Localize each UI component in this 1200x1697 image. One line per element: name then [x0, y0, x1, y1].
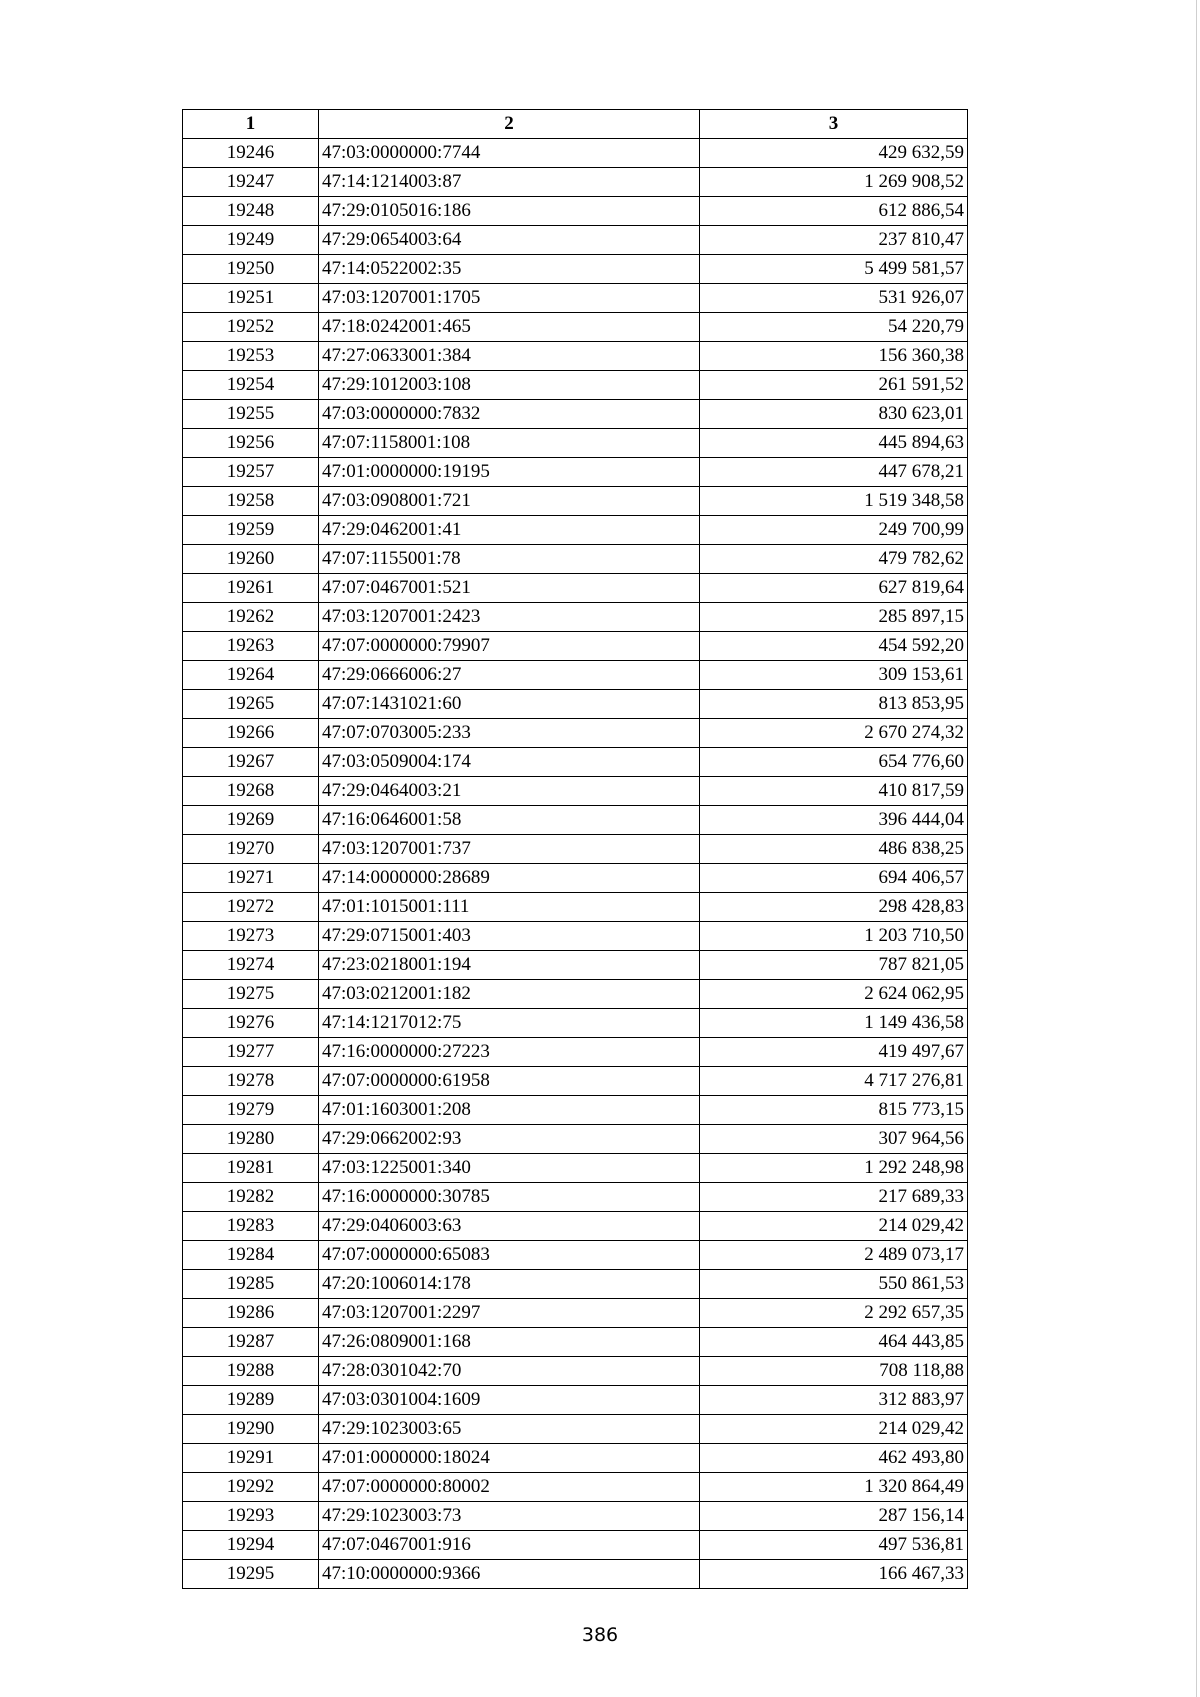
row-number-cell: 19290 [183, 1415, 319, 1444]
row-number-cell: 19291 [183, 1444, 319, 1473]
cadastral-number-cell: 47:03:0509004:174 [319, 748, 700, 777]
table-row [183, 1009, 968, 1038]
row-number-cell: 19275 [183, 980, 319, 1009]
table-row [183, 1038, 968, 1067]
row-number-cell: 19280 [183, 1125, 319, 1154]
cadastral-number-cell: 47:29:0464003:21 [319, 777, 700, 806]
cadastral-number-cell: 47:01:1603001:208 [319, 1096, 700, 1125]
cadastral-value-cell: 429 632,59 [700, 139, 968, 168]
table-row [183, 371, 968, 400]
cadastral-number-cell: 47:26:0809001:168 [319, 1328, 700, 1357]
table-row [183, 429, 968, 458]
cadastral-number-cell: 47:29:1012003:108 [319, 371, 700, 400]
table-row [183, 1270, 968, 1299]
cadastral-number-cell: 47:23:0218001:194 [319, 951, 700, 980]
table-row [183, 1444, 968, 1473]
cadastral-number-cell: 47:03:0301004:1609 [319, 1386, 700, 1415]
cadastral-value-cell: 479 782,62 [700, 545, 968, 574]
cadastral-value-cell: 654 776,60 [700, 748, 968, 777]
cadastral-number-cell: 47:07:0000000:79907 [319, 632, 700, 661]
cadastral-value-cell: 309 153,61 [700, 661, 968, 690]
cadastral-number-cell: 47:10:0000000:9366 [319, 1560, 700, 1589]
row-number-cell: 19263 [183, 632, 319, 661]
row-number-cell: 19273 [183, 922, 319, 951]
table-row [183, 1241, 968, 1270]
cadastral-value-cell: 454 592,20 [700, 632, 968, 661]
cadastral-value-cell: 694 406,57 [700, 864, 968, 893]
table-row [183, 1328, 968, 1357]
cadastral-number-cell: 47:14:1214003:87 [319, 168, 700, 197]
row-number-cell: 19284 [183, 1241, 319, 1270]
table-row [183, 168, 968, 197]
table-row [183, 835, 968, 864]
row-number-cell: 19246 [183, 139, 319, 168]
cadastral-value-cell: 156 360,38 [700, 342, 968, 371]
cadastral-number-cell: 47:07:0000000:61958 [319, 1067, 700, 1096]
row-number-cell: 19294 [183, 1531, 319, 1560]
cadastral-value-cell: 1 320 864,49 [700, 1473, 968, 1502]
row-number-cell: 19260 [183, 545, 319, 574]
table-header [183, 110, 968, 139]
cadastral-value-cell: 2 670 274,32 [700, 719, 968, 748]
cadastral-number-cell: 47:07:1431021:60 [319, 690, 700, 719]
table-row [183, 226, 968, 255]
row-number-cell: 19255 [183, 400, 319, 429]
row-number-cell: 19262 [183, 603, 319, 632]
table-row [183, 719, 968, 748]
row-number-cell: 19270 [183, 835, 319, 864]
cadastral-number-cell: 47:29:0406003:63 [319, 1212, 700, 1241]
row-number-cell: 19289 [183, 1386, 319, 1415]
cadastral-value-cell: 166 467,33 [700, 1560, 968, 1589]
row-number-cell: 19271 [183, 864, 319, 893]
table-row [183, 139, 968, 168]
cadastral-number-cell: 47:16:0646001:58 [319, 806, 700, 835]
cadastral-value-cell: 1 519 348,58 [700, 487, 968, 516]
row-number-cell: 19282 [183, 1183, 319, 1212]
table-row [183, 980, 968, 1009]
cadastral-value-cell: 787 821,05 [700, 951, 968, 980]
cadastral-number-cell: 47:03:1225001:340 [319, 1154, 700, 1183]
table-row [183, 1096, 968, 1125]
cadastral-number-cell: 47:29:0662002:93 [319, 1125, 700, 1154]
row-number-cell: 19286 [183, 1299, 319, 1328]
cadastral-number-cell: 47:03:1207001:2297 [319, 1299, 700, 1328]
cadastral-number-cell: 47:14:1217012:75 [319, 1009, 700, 1038]
table-row [183, 284, 968, 313]
row-number-cell: 19283 [183, 1212, 319, 1241]
row-number-cell: 19258 [183, 487, 319, 516]
cadastral-number-cell: 47:03:1207001:737 [319, 835, 700, 864]
cadastral-number-cell: 47:16:0000000:30785 [319, 1183, 700, 1212]
cadastral-value-cell: 237 810,47 [700, 226, 968, 255]
cadastral-value-cell: 214 029,42 [700, 1212, 968, 1241]
cadastral-number-cell: 47:01:0000000:18024 [319, 1444, 700, 1473]
table-row [183, 690, 968, 719]
cadastral-value-cell: 5 499 581,57 [700, 255, 968, 284]
table-row [183, 255, 968, 284]
table-row [183, 574, 968, 603]
cadastral-number-cell: 47:18:0242001:465 [319, 313, 700, 342]
table-row [183, 1299, 968, 1328]
cadastral-value-cell: 54 220,79 [700, 313, 968, 342]
row-number-cell: 19250 [183, 255, 319, 284]
table-row [183, 1473, 968, 1502]
cadastral-value-cell: 486 838,25 [700, 835, 968, 864]
cadastral-number-cell: 47:03:0000000:7744 [319, 139, 700, 168]
row-number-cell: 19254 [183, 371, 319, 400]
table-row [183, 922, 968, 951]
row-number-cell: 19267 [183, 748, 319, 777]
row-number-cell: 19293 [183, 1502, 319, 1531]
cadastral-number-cell: 47:27:0633001:384 [319, 342, 700, 371]
cadastral-number-cell: 47:29:0105016:186 [319, 197, 700, 226]
cadastral-number-cell: 47:29:0462001:41 [319, 516, 700, 545]
table-row [183, 1125, 968, 1154]
table-row [183, 197, 968, 226]
cadastral-value-cell: 217 689,33 [700, 1183, 968, 1212]
table-row [183, 313, 968, 342]
row-number-cell: 19251 [183, 284, 319, 313]
cadastral-number-cell: 47:01:1015001:111 [319, 893, 700, 922]
cadastral-number-cell: 47:29:0715001:403 [319, 922, 700, 951]
table-row [183, 1183, 968, 1212]
row-number-cell: 19276 [183, 1009, 319, 1038]
cadastral-number-cell: 47:29:1023003:73 [319, 1502, 700, 1531]
table-row [183, 777, 968, 806]
table-row [183, 1386, 968, 1415]
page-edge-line [1196, 0, 1197, 1697]
table-row [183, 806, 968, 835]
row-number-cell: 19266 [183, 719, 319, 748]
cadastral-value-cell: 1 269 908,52 [700, 168, 968, 197]
cadastral-number-cell: 47:03:1207001:2423 [319, 603, 700, 632]
cadastral-value-cell: 830 623,01 [700, 400, 968, 429]
table-row [183, 516, 968, 545]
table-row [183, 1531, 968, 1560]
table-body [183, 139, 968, 1589]
row-number-cell: 19277 [183, 1038, 319, 1067]
table-row [183, 864, 968, 893]
cadastral-value-table [182, 109, 968, 1589]
cadastral-value-cell: 627 819,64 [700, 574, 968, 603]
page-number: 386 [581, 1624, 619, 1646]
table-row [183, 893, 968, 922]
row-number-cell: 19256 [183, 429, 319, 458]
table-row [183, 400, 968, 429]
table-row [183, 748, 968, 777]
cadastral-value-cell: 462 493,80 [700, 1444, 968, 1473]
cadastral-number-cell: 47:07:0703005:233 [319, 719, 700, 748]
cadastral-number-cell: 47:07:0467001:916 [319, 1531, 700, 1560]
row-number-cell: 19247 [183, 168, 319, 197]
cadastral-value-cell: 445 894,63 [700, 429, 968, 458]
cadastral-number-cell: 47:20:1006014:178 [319, 1270, 700, 1299]
table-row [183, 1154, 968, 1183]
header-col-3: 3 [700, 110, 968, 139]
cadastral-number-cell: 47:07:0467001:521 [319, 574, 700, 603]
row-number-cell: 19279 [183, 1096, 319, 1125]
cadastral-value-cell: 4 717 276,81 [700, 1067, 968, 1096]
cadastral-value-cell: 531 926,07 [700, 284, 968, 313]
row-number-cell: 19257 [183, 458, 319, 487]
table-row [183, 951, 968, 980]
row-number-cell: 19295 [183, 1560, 319, 1589]
table-row [183, 342, 968, 371]
table-row [183, 545, 968, 574]
cadastral-value-cell: 2 624 062,95 [700, 980, 968, 1009]
table-row [183, 632, 968, 661]
cadastral-value-cell: 419 497,67 [700, 1038, 968, 1067]
table-row [183, 1067, 968, 1096]
cadastral-number-cell: 47:14:0000000:28689 [319, 864, 700, 893]
table-row [183, 1560, 968, 1589]
cadastral-value-cell: 261 591,52 [700, 371, 968, 400]
table-row [183, 487, 968, 516]
cadastral-value-cell: 287 156,14 [700, 1502, 968, 1531]
cadastral-value-cell: 813 853,95 [700, 690, 968, 719]
cadastral-value-cell: 2 489 073,17 [700, 1241, 968, 1270]
row-number-cell: 19252 [183, 313, 319, 342]
cadastral-number-cell: 47:03:0000000:7832 [319, 400, 700, 429]
header-col-2: 2 [319, 110, 700, 139]
row-number-cell: 19253 [183, 342, 319, 371]
cadastral-number-cell: 47:07:0000000:65083 [319, 1241, 700, 1270]
cadastral-value-cell: 708 118,88 [700, 1357, 968, 1386]
cadastral-value-cell: 285 897,15 [700, 603, 968, 632]
table-row [183, 1415, 968, 1444]
cadastral-value-cell: 815 773,15 [700, 1096, 968, 1125]
cadastral-value-cell: 2 292 657,35 [700, 1299, 968, 1328]
cadastral-value-cell: 550 861,53 [700, 1270, 968, 1299]
table-row [183, 1502, 968, 1531]
table-row [183, 1212, 968, 1241]
header-row [183, 110, 968, 139]
cadastral-number-cell: 47:29:0666006:27 [319, 661, 700, 690]
cadastral-value-cell: 312 883,97 [700, 1386, 968, 1415]
cadastral-number-cell: 47:03:1207001:1705 [319, 284, 700, 313]
row-number-cell: 19288 [183, 1357, 319, 1386]
cadastral-value-cell: 1 203 710,50 [700, 922, 968, 951]
cadastral-value-cell: 1 292 248,98 [700, 1154, 968, 1183]
cadastral-number-cell: 47:29:0654003:64 [319, 226, 700, 255]
row-number-cell: 19268 [183, 777, 319, 806]
row-number-cell: 19274 [183, 951, 319, 980]
cadastral-value-cell: 410 817,59 [700, 777, 968, 806]
table-row [183, 458, 968, 487]
cadastral-value-cell: 1 149 436,58 [700, 1009, 968, 1038]
row-number-cell: 19249 [183, 226, 319, 255]
cadastral-number-cell: 47:29:1023003:65 [319, 1415, 700, 1444]
row-number-cell: 19285 [183, 1270, 319, 1299]
row-number-cell: 19287 [183, 1328, 319, 1357]
cadastral-value-cell: 396 444,04 [700, 806, 968, 835]
cadastral-number-cell: 47:01:0000000:19195 [319, 458, 700, 487]
row-number-cell: 19292 [183, 1473, 319, 1502]
cadastral-number-cell: 47:07:0000000:80002 [319, 1473, 700, 1502]
cadastral-value-cell: 447 678,21 [700, 458, 968, 487]
cadastral-value-cell: 612 886,54 [700, 197, 968, 226]
cadastral-value-cell: 249 700,99 [700, 516, 968, 545]
row-number-cell: 19261 [183, 574, 319, 603]
row-number-cell: 19272 [183, 893, 319, 922]
row-number-cell: 19259 [183, 516, 319, 545]
cadastral-number-cell: 47:28:0301042:70 [319, 1357, 700, 1386]
cadastral-number-cell: 47:03:0908001:721 [319, 487, 700, 516]
table-row [183, 661, 968, 690]
table-row [183, 603, 968, 632]
cadastral-number-cell: 47:14:0522002:35 [319, 255, 700, 284]
cadastral-number-cell: 47:16:0000000:27223 [319, 1038, 700, 1067]
cadastral-value-cell: 214 029,42 [700, 1415, 968, 1444]
cadastral-value-cell: 298 428,83 [700, 893, 968, 922]
row-number-cell: 19278 [183, 1067, 319, 1096]
cadastral-value-cell: 497 536,81 [700, 1531, 968, 1560]
row-number-cell: 19265 [183, 690, 319, 719]
cadastral-value-cell: 464 443,85 [700, 1328, 968, 1357]
table-row [183, 1357, 968, 1386]
header-col-1: 1 [183, 110, 319, 139]
cadastral-number-cell: 47:07:1155001:78 [319, 545, 700, 574]
cadastral-value-cell: 307 964,56 [700, 1125, 968, 1154]
row-number-cell: 19281 [183, 1154, 319, 1183]
row-number-cell: 19264 [183, 661, 319, 690]
cadastral-number-cell: 47:07:1158001:108 [319, 429, 700, 458]
cadastral-number-cell: 47:03:0212001:182 [319, 980, 700, 1009]
row-number-cell: 19269 [183, 806, 319, 835]
row-number-cell: 19248 [183, 197, 319, 226]
